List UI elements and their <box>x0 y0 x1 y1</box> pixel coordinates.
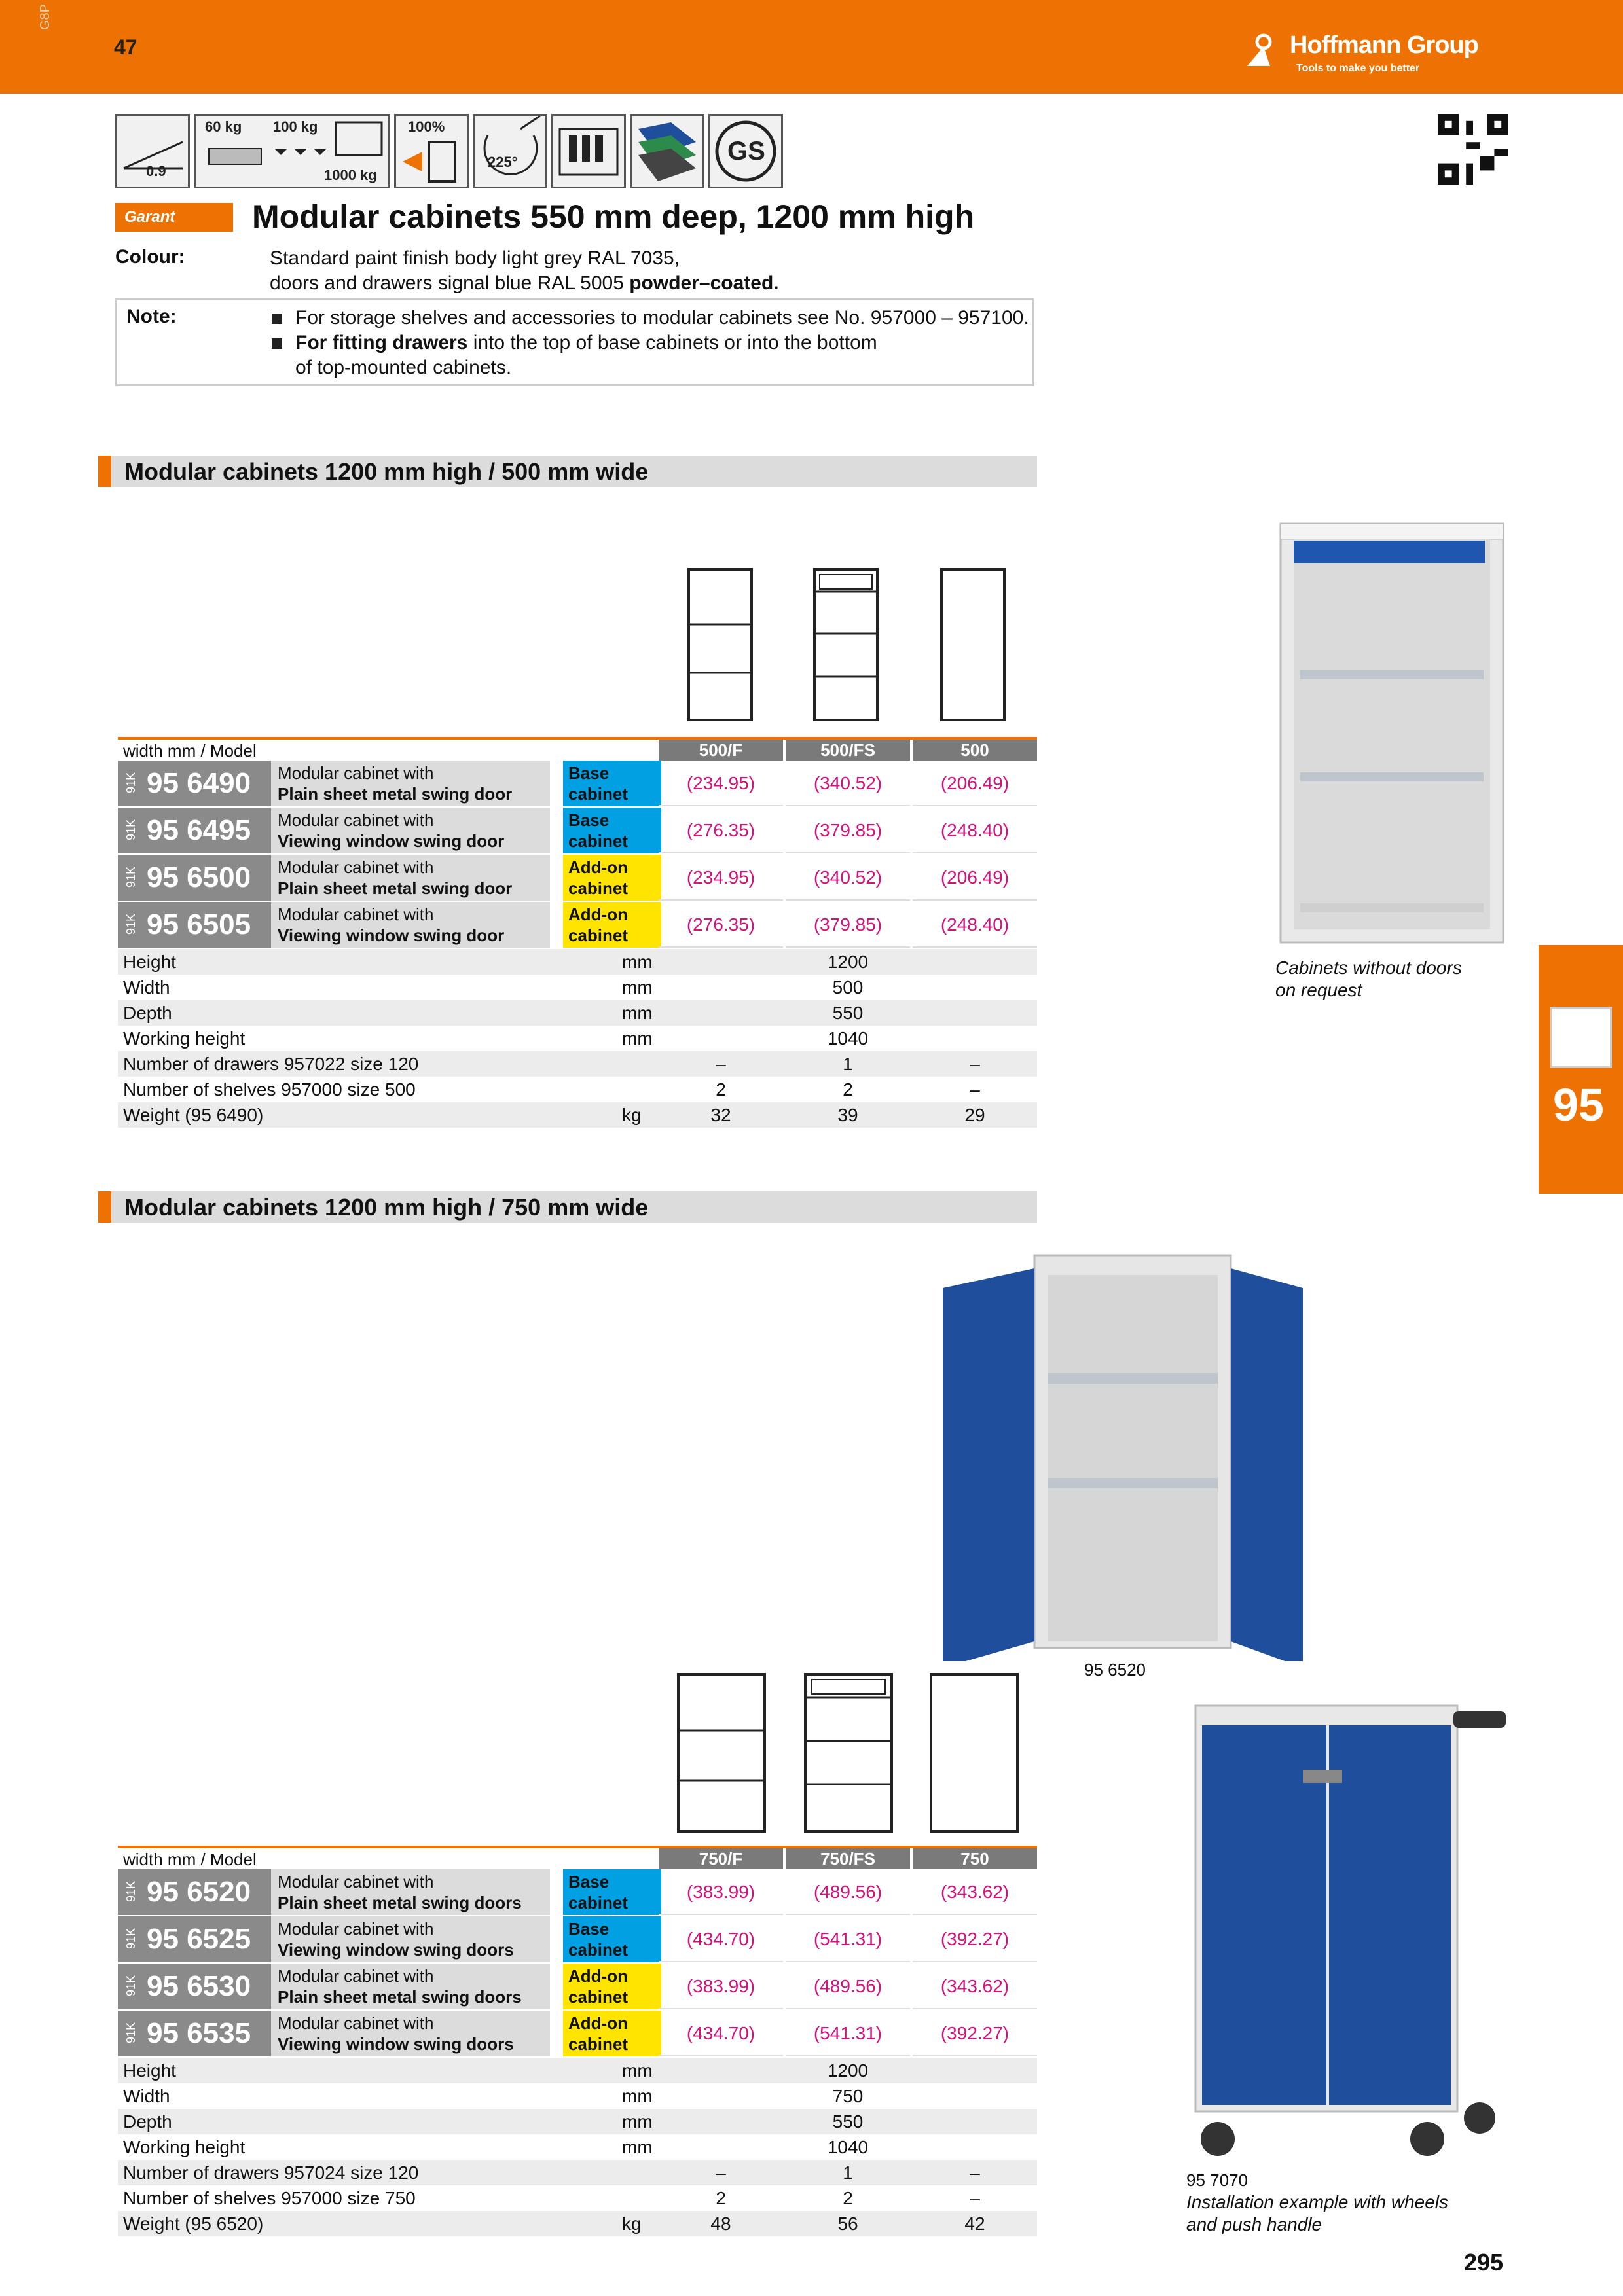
spec-label: Weight (95 6490) <box>123 1105 264 1125</box>
article-number-cell <box>118 808 271 853</box>
photo-label-957070: 95 7070 <box>1186 2170 1248 2190</box>
note-item: For fitting drawers into the top of base cabinets or into the bottom <box>272 331 1029 355</box>
price-cell: (206.49) <box>913 855 1037 901</box>
spec-row <box>118 1077 1037 1102</box>
chapter-tab[interactable] <box>1539 945 1623 1194</box>
spec-value: 750 <box>832 2086 864 2106</box>
table-row[interactable] <box>118 761 1037 808</box>
spec-unit: mm <box>622 2137 653 2157</box>
spec-value: 29 <box>964 1105 985 1125</box>
full-extension-icon <box>394 114 469 188</box>
price-cell: (276.35) <box>659 808 783 853</box>
drawer-system-graphic <box>553 116 624 187</box>
spec-row <box>118 975 1037 1000</box>
column-header: 500 <box>913 740 1037 761</box>
page-title: Modular cabinets 550 mm deep, 1200 mm high <box>252 198 975 235</box>
spec-unit: mm <box>622 1028 653 1049</box>
product-description: Modular cabinet with Plain sheet metal swing doors <box>271 1869 550 1915</box>
price-cell: (434.70) <box>659 2011 783 2056</box>
price-cell: (489.56) <box>786 1964 910 2009</box>
photo-label-956520: 95 6520 <box>1084 1660 1146 1679</box>
colour-swatch-icon <box>630 114 704 188</box>
table-row[interactable] <box>118 1916 1037 1964</box>
open-cabinet-photo <box>1274 511 1510 946</box>
note-item: For storage shelves and accessories to modular cabinets see No. 957000 – 957100. <box>272 306 1029 331</box>
product-description: Modular cabinet with Viewing window swing door <box>271 902 550 948</box>
price-cell: (392.27) <box>913 1916 1037 1962</box>
door-angle-icon <box>473 114 547 188</box>
spec-value: 550 <box>832 2111 864 2132</box>
product-group: 91K <box>124 819 137 840</box>
brand-logo[interactable] <box>1244 24 1519 82</box>
price-cell: (541.31) <box>786 1916 910 1962</box>
article-number: 95 6495 <box>147 814 251 846</box>
spec-label: Height <box>123 952 176 972</box>
article-number-cell <box>118 2011 271 2056</box>
price-cell: (343.62) <box>913 1964 1037 2009</box>
spec-value: – <box>716 2162 726 2183</box>
cabinet-drawer-diagram <box>804 1673 893 1833</box>
spec-label: Working height <box>123 2137 246 2157</box>
price-cell: (234.95) <box>659 855 783 901</box>
product-table-500 <box>118 737 1037 1128</box>
spec-label: Number of shelves 957000 size 750 <box>123 2188 416 2208</box>
door-angle-value: 225° <box>488 154 518 170</box>
spec-label: Number of shelves 957000 size 500 <box>123 1079 416 1100</box>
spec-value: 48 <box>710 2214 731 2234</box>
spec-label: Depth <box>123 2111 172 2132</box>
spec-value: 39 <box>837 1105 858 1125</box>
cabinet-type-badge: Add-on cabinet <box>563 902 661 948</box>
spec-label: Weight (95 6520) <box>123 2214 264 2234</box>
price-cell: (248.40) <box>913 808 1037 853</box>
garant-badge: Garant <box>115 203 233 232</box>
cabinet-type-badge: Base cabinet <box>563 761 661 806</box>
product-group: 91K <box>124 772 137 793</box>
cabinet-shelves-diagram <box>677 1673 766 1833</box>
price-cell: (340.52) <box>786 855 910 901</box>
price-cell: (541.31) <box>786 2011 910 2056</box>
product-group: 91K <box>124 2022 137 2043</box>
spec-label: Height <box>123 2060 176 2081</box>
article-number: 95 6525 <box>147 1923 251 1955</box>
spec-label: Number of drawers 957024 size 120 <box>123 2162 419 2183</box>
product-group: 91K <box>124 1975 137 1996</box>
article-number-cell <box>118 1869 271 1915</box>
spec-value: 500 <box>832 977 864 997</box>
note-label: Note: <box>126 306 177 327</box>
spec-row <box>118 2109 1037 2134</box>
spec-value: 42 <box>964 2214 985 2234</box>
spec-unit: mm <box>622 952 653 972</box>
gs-mark-text: GS <box>727 137 765 166</box>
column-header: 500/FS <box>786 740 910 761</box>
article-number-cell <box>118 1916 271 1962</box>
column-header: 750 <box>913 1848 1037 1869</box>
spec-value: – <box>970 2188 980 2208</box>
table-row[interactable] <box>118 902 1037 949</box>
spec-value: 1200 <box>827 952 869 972</box>
header-code: G8P <box>38 3 52 30</box>
colour-label: Colour: <box>115 246 185 268</box>
price-cell: (343.62) <box>913 1869 1037 1915</box>
double-door-cabinet-photo <box>936 1249 1312 1661</box>
spec-row <box>118 2160 1037 2185</box>
total-load-value: 1000 kg <box>324 167 377 183</box>
spec-label: Width <box>123 977 170 997</box>
price-cell: (234.95) <box>659 761 783 806</box>
product-table-750 <box>118 1846 1037 2236</box>
price-cell: (489.56) <box>786 1869 910 1915</box>
bullet-icon <box>272 338 282 349</box>
cabinet-type-badge: Add-on cabinet <box>563 1964 661 2009</box>
spec-label: Number of drawers 957022 size 120 <box>123 1054 419 1074</box>
spec-unit: mm <box>622 1003 653 1023</box>
note-list <box>272 306 1029 380</box>
product-description: Modular cabinet with Plain sheet metal swing door <box>271 855 550 901</box>
price-cell: (340.52) <box>786 761 910 806</box>
cabinet-type-badge: Base cabinet <box>563 808 661 853</box>
price-cell: (379.85) <box>786 902 910 948</box>
spec-value: – <box>716 1054 726 1074</box>
spec-value: 32 <box>710 1105 731 1125</box>
table-header-label: width mm / Model <box>123 741 257 761</box>
table-row[interactable] <box>118 855 1037 902</box>
extension-value: 100% <box>408 118 445 135</box>
cabinet-type-badge: Base cabinet <box>563 1916 661 1962</box>
article-number-cell <box>118 761 271 806</box>
page-number: 295 <box>1464 2249 1504 2276</box>
table-row[interactable] <box>118 2011 1037 2058</box>
spec-unit: mm <box>622 2111 653 2132</box>
drawer-load-value: 100 kg <box>273 118 318 135</box>
spec-row <box>118 2083 1037 2109</box>
section-marker <box>98 456 111 487</box>
product-description: Modular cabinet with Viewing window swing doors <box>271 1916 550 1962</box>
spec-row <box>118 949 1037 975</box>
table-row[interactable] <box>118 1869 1037 1916</box>
colour-line-1: Standard paint finish body light grey RAL 7035, <box>270 247 680 269</box>
spec-label: Width <box>123 2086 170 2106</box>
colour-line-2: doors and drawers signal blue RAL 5005 powder–coated. <box>270 272 779 294</box>
price-cell: (276.35) <box>659 902 783 948</box>
spec-unit: kg <box>622 2214 642 2234</box>
article-number-cell <box>118 902 271 948</box>
spec-unit: mm <box>622 2060 653 2081</box>
caption-wheels: Installation example with wheels and push handle <box>1186 2192 1448 2234</box>
note-item-continuation: of top-mounted cabinets. <box>295 357 512 378</box>
note-box <box>115 298 1034 386</box>
feature-icon-strip <box>115 114 783 188</box>
product-group: 91K <box>124 1880 137 1902</box>
tilt-value: 0.9 <box>146 163 166 179</box>
spec-value: 2 <box>716 2188 726 2208</box>
article-number: 95 6530 <box>147 1970 251 2002</box>
section-title: Modular cabinets 1200 mm high / 500 mm wide <box>124 458 649 485</box>
spec-label: Working height <box>123 1028 246 1049</box>
article-number: 95 6505 <box>147 908 251 941</box>
price-cell: (248.40) <box>913 902 1037 948</box>
wheeled-cabinet-photo <box>1178 1699 1519 2170</box>
hoffmann-logo-icon <box>1244 30 1290 69</box>
chapter-number: 95 <box>1553 1079 1604 1130</box>
table-row[interactable] <box>118 1964 1037 2011</box>
load-capacity-icon <box>194 114 390 188</box>
drawer-system-icon <box>551 114 626 188</box>
article-number: 95 6520 <box>147 1876 251 1908</box>
cabinet-shelves-diagram <box>687 568 753 721</box>
article-number-cell <box>118 1964 271 2009</box>
table-row[interactable] <box>118 808 1037 855</box>
section-marker <box>98 1191 111 1223</box>
cabinet-empty-diagram <box>940 568 1006 721</box>
cabinet-empty-diagram <box>930 1673 1019 1833</box>
price-cell: (383.99) <box>659 1964 783 2009</box>
cabinet-drawer-diagram <box>813 568 879 721</box>
cabinet-type-badge: Add-on cabinet <box>563 855 661 901</box>
shelf-load-value: 60 kg <box>205 118 242 135</box>
gs-mark-icon <box>708 114 783 188</box>
article-number: 95 6500 <box>147 861 251 893</box>
price-cell: (392.27) <box>913 2011 1037 2056</box>
colour-swatch-graphic <box>632 116 702 187</box>
spec-row <box>118 1102 1037 1128</box>
price-cell: (434.70) <box>659 1916 783 1962</box>
spec-label: Depth <box>123 1003 172 1023</box>
product-description: Modular cabinet with Viewing window swing door <box>271 808 550 853</box>
spec-row <box>118 2134 1037 2160</box>
spec-row <box>118 1000 1037 1026</box>
table-header <box>118 737 1037 761</box>
cabinet-chapter-icon <box>1550 1007 1612 1068</box>
cabinet-type-badge: Add-on cabinet <box>563 2011 661 2056</box>
spec-value: – <box>970 1054 980 1074</box>
product-description: Modular cabinet with Viewing window swing doors <box>271 2011 550 2056</box>
spec-value: 56 <box>837 2214 858 2234</box>
bullet-icon <box>272 314 282 324</box>
price-cell: (206.49) <box>913 761 1037 806</box>
product-description: Modular cabinet with Plain sheet metal swing doors <box>271 1964 550 2009</box>
column-header: 750/F <box>659 1848 783 1869</box>
cabinet-type-badge: Base cabinet <box>563 1869 661 1915</box>
qr-code-icon[interactable] <box>1438 114 1508 185</box>
spec-value: – <box>970 2162 980 2183</box>
spec-unit: mm <box>622 977 653 997</box>
spec-unit: kg <box>622 1105 642 1125</box>
spec-value: 2 <box>716 1079 726 1100</box>
header-section-number: 47 <box>114 35 137 59</box>
spec-value: 550 <box>832 1003 864 1023</box>
table-header <box>118 1846 1037 1869</box>
price-cell: (383.99) <box>659 1869 783 1915</box>
product-description: Modular cabinet with Plain sheet metal swing door <box>271 761 550 806</box>
table-header-label: width mm / Model <box>123 1850 257 1869</box>
colour-description <box>270 246 779 296</box>
colour-finish: powder–coated. <box>629 272 779 294</box>
spec-value: 1200 <box>827 2060 869 2081</box>
spec-value: 2 <box>843 2188 853 2208</box>
spec-row <box>118 1051 1037 1077</box>
tilt-icon <box>115 114 190 188</box>
article-number-cell <box>118 855 271 901</box>
spec-row <box>118 2211 1037 2236</box>
brand-tagline: Tools to make you better <box>1296 63 1420 74</box>
spec-row <box>118 1026 1037 1051</box>
product-group: 91K <box>124 913 137 935</box>
section-heading-500 <box>98 456 1037 487</box>
spec-value: 2 <box>843 1079 853 1100</box>
article-number: 95 6490 <box>147 767 251 799</box>
column-header: 750/FS <box>786 1848 910 1869</box>
article-number: 95 6535 <box>147 2017 251 2049</box>
column-header: 500/F <box>659 740 783 761</box>
spec-value: – <box>970 1079 980 1100</box>
product-group: 91K <box>124 1928 137 1949</box>
spec-unit: mm <box>622 2086 653 2106</box>
spec-value: 1040 <box>827 1028 869 1049</box>
spec-value: 1040 <box>827 2137 869 2157</box>
product-group: 91K <box>124 866 137 888</box>
price-cell: (379.85) <box>786 808 910 853</box>
spec-row <box>118 2185 1037 2211</box>
spec-row <box>118 2058 1037 2083</box>
caption-without-doors: Cabinets without doors on request <box>1275 958 1462 1000</box>
spec-value: 1 <box>843 2162 853 2183</box>
section-heading-750 <box>98 1191 1037 1223</box>
door-angle-graphic <box>475 116 545 187</box>
spec-value: 1 <box>843 1054 853 1074</box>
brand-name: Hoffmann Group <box>1290 31 1478 59</box>
section-title: Modular cabinets 1200 mm high / 750 mm wide <box>124 1194 649 1221</box>
